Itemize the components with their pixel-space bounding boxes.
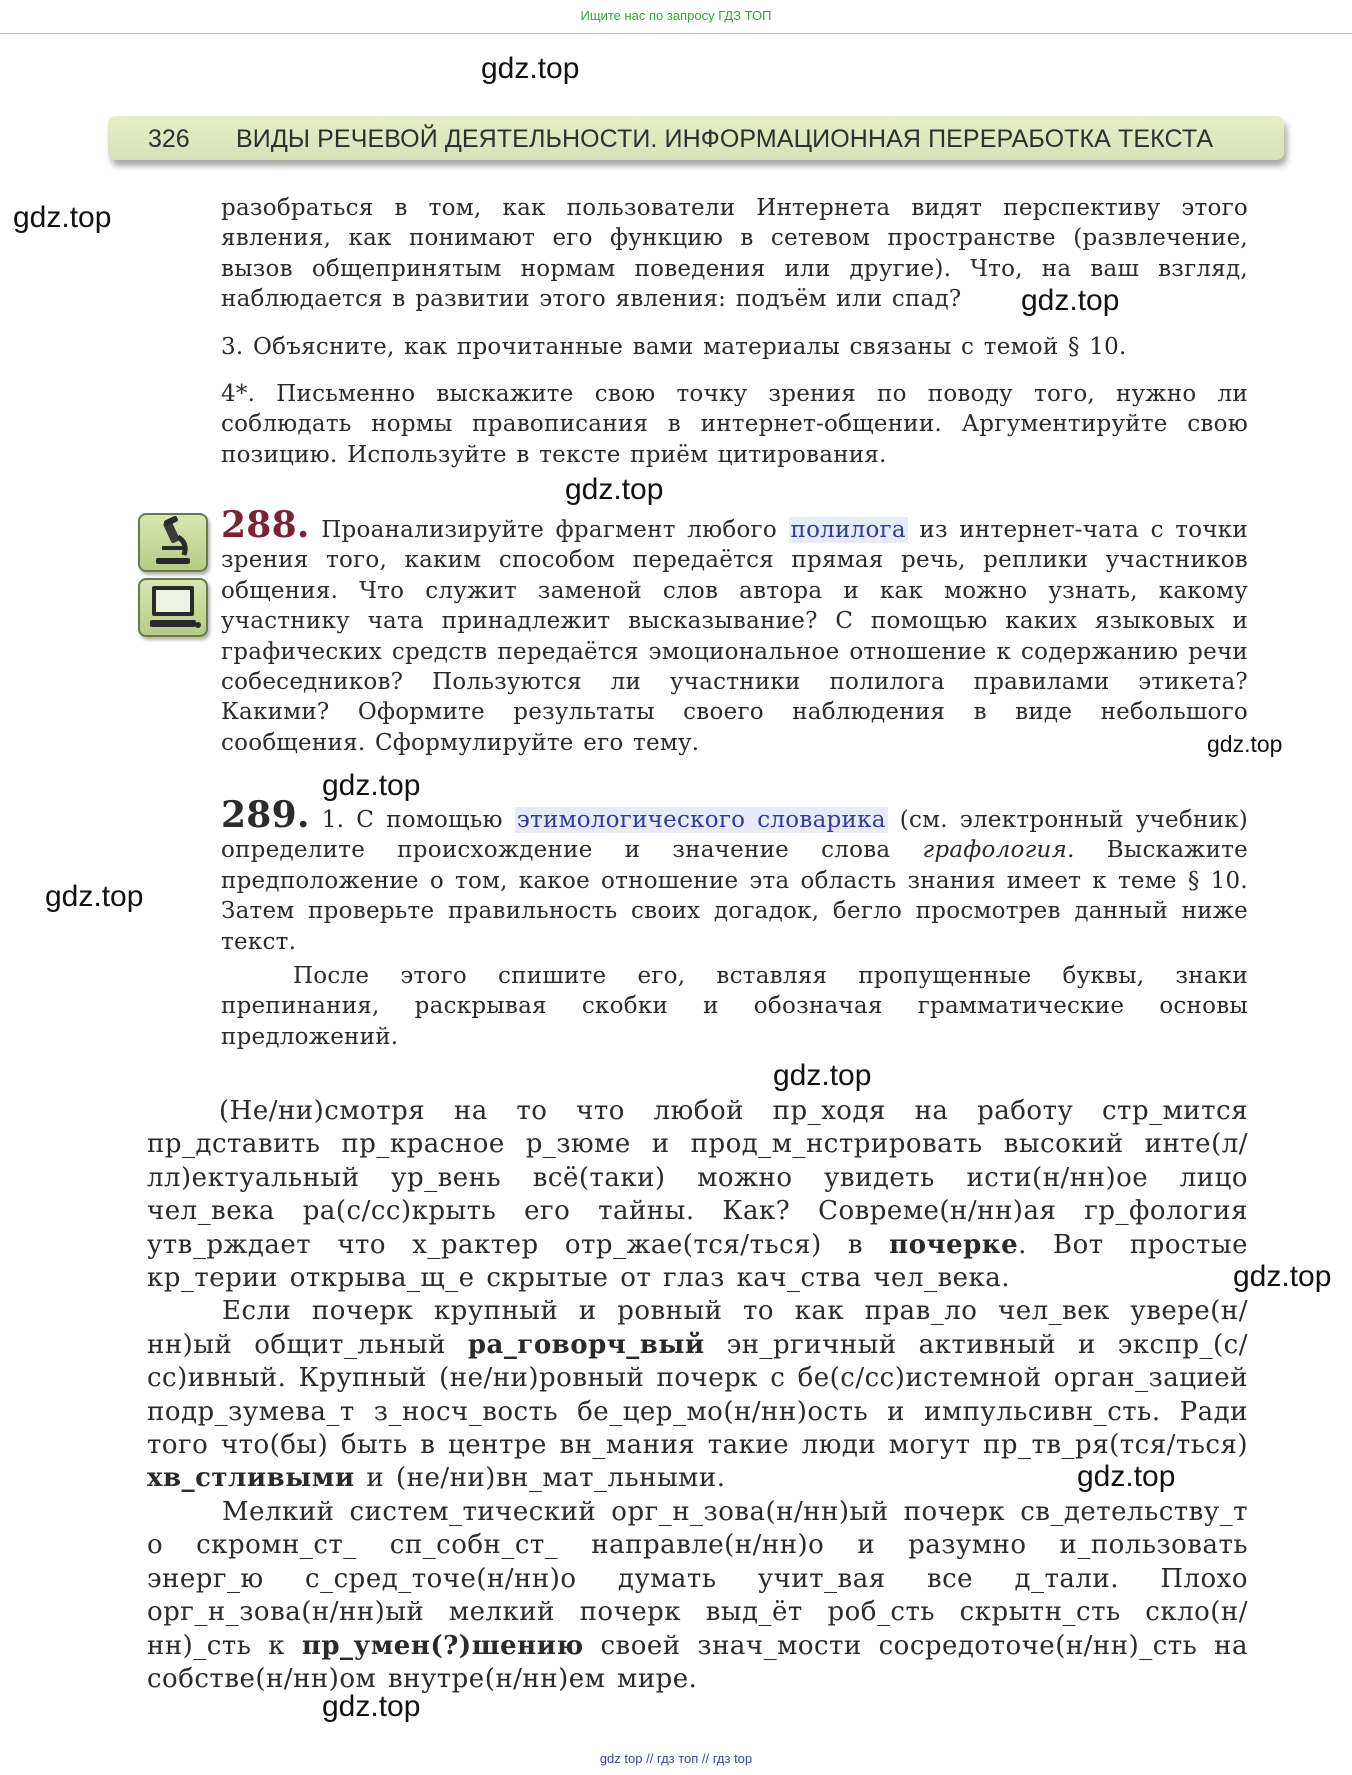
exercise-p2-bold-1: ра_говорч_вый: [467, 1329, 705, 1360]
task-288-number: 288.: [221, 504, 310, 546]
exercise-p1-bold: почерке: [889, 1229, 1019, 1260]
chapter-title: ВИДЫ РЕЧЕВОЙ ДЕЯТЕЛЬНОСТИ. ИНФОРМАЦИОННАЯ ПЕРЕРАБОТКА ТЕКСТА: [236, 125, 1214, 153]
exercise-p2-c: эн_ргичный активный и экспр_(с/сс)ивный. Крупный (не/ни)ровный почерк с бе(с/сс)истемной орган_зацией подр_зумева_т з_носч_вость бе_цер_мо(н/нн)ость и импульсивн_сть. Ради того что(бы) быть в центре вн_мания такие люди могут пр_тв_ря(тся/ться): [147, 1329, 1248, 1461]
exercise-p2-e: и (не/ни)вн_мат_льными.: [366, 1463, 726, 1494]
watermark: gdz.top: [1021, 284, 1120, 317]
task-289-number: 289.: [221, 794, 310, 836]
watermark: gdz.top: [565, 473, 664, 506]
task-289: [221, 794, 1248, 957]
task-289-text-mid: (см. электронный учебник) определите происхождение и значение слова: [221, 807, 1248, 864]
task-288-text-rest: из интернет-чата с точки зрения того, каким способом передаётся прямая речь, реплики участников общения. Что служит заменой слов автора и как можно узнать, какому участнику чата принадлежит высказывание? С помощью каких языковых и графических средств передаётся эмоциональное отношение к содержанию речи собеседников? Пользуются ли участники полилога правилами этикета? Какими? Оформите результаты своего наблюдения в виде небольшого сообщения. Сформулируйте его тему.: [221, 517, 1249, 756]
computer-icon: [138, 578, 208, 637]
task-289-text-rest: . Выскажите предположение о том, какое отношение эта область знания имеет к теме § 10. Затем проверьте правильность своих догадок, бегло просмотрев данный ниже текст.: [221, 837, 1248, 955]
item-3: 3. Объясните, как прочитанные вами материалы связаны с темой § 10.: [221, 334, 1127, 360]
task-289-text-start: 1. С помощью: [321, 807, 503, 833]
exercise-p3-c: своей знач_мости сосредоточе(н/нн)_сть на собстве(н/нн)ом внутре(н/нн)ем мире.: [147, 1630, 1248, 1694]
exercise-text: [147, 1095, 1248, 1696]
exercise-p1-a: (Не/ни)смотря на то что любой пр_ходя на работу стр_мится пр_дставить пр_красное р_зюме и прод_м_нстрировать высокий инте(л/лл)ектуальный ур_вень всё(таки) можно увидеть исти(н/нн)ое лицо чел_века ра(с/сс)крыть его тайны. Как? Совреме(н/нн)ая гр_фология утв_рждает что х_рактер отр_жае(тся/ться) в: [147, 1096, 1248, 1260]
exercise-paragraph-1: [147, 1095, 1248, 1295]
exercise-p3-a: Мелкий систем_тический орг_н_зова(н/нн)ый почерк св_детельству_т о скромн_ст_ сп_собн_ст_ направле(н/нн)о и разумно и_пользовать энерг_ю с_сред_точе(н/нн)о думать учит_вая все д_тали. Плохо орг_н_зова(н/нн)ый мелкий почерк выд_ёт роб_сть скрытн_сть скло(н/нн)_сть к: [147, 1496, 1248, 1661]
watermark: gdz.top: [481, 52, 580, 85]
exercise-p3-bold: пр_умен(?)шению: [301, 1630, 584, 1661]
page-header: [108, 116, 1284, 160]
graphology-term: графология: [922, 837, 1068, 864]
page-number: 326: [148, 125, 190, 153]
top-banner: [0, 0, 1352, 34]
task-288: [221, 504, 1249, 758]
footer-links[interactable]: gdz top // гдз топ // гдз top: [599, 1751, 753, 1766]
exercise-p1-c: . Вот простые кр_терии открыва_щ_е скрытые от глаз кач_ства чел_века.: [147, 1229, 1248, 1294]
watermark: gdz.top: [1233, 1260, 1332, 1293]
microscope-icon: [138, 513, 208, 572]
watermark: gdz.top: [1207, 731, 1283, 757]
search-banner-link[interactable]: Ищите нас по запросу ГДЗ ТОП: [580, 8, 772, 23]
watermark: gdz.top: [13, 201, 112, 234]
watermark: gdz.top: [45, 880, 144, 913]
exercise-p2-a: Если почерк крупный и ровный то как прав_ло чел_век увере(н/нн)ый общит_льный: [147, 1296, 1248, 1360]
watermark: gdz.top: [773, 1059, 872, 1092]
polylog-link[interactable]: полилога: [790, 517, 906, 543]
etymology-dictionary-link[interactable]: этимологического словарика: [516, 807, 886, 833]
watermark: gdz.top: [322, 1690, 421, 1723]
exercise-p2-bold-2: хв_стливыми: [147, 1463, 355, 1494]
exercise-paragraph-3: [147, 1496, 1248, 1696]
watermark: gdz.top: [1077, 1460, 1176, 1493]
watermark: gdz.top: [322, 769, 421, 802]
task-289-instruction: После этого спишите его, вставляя пропущенные буквы, знаки препинания, раскрывая скобки и обозначая грамматические основы предложений.: [221, 963, 1248, 1050]
continued-paragraph: разобраться в том, как пользователи Интернета видят перспективу этого явления, как понимают его функцию в сетевом пространстве (развлечение, вызов общепринятым нормам поведения или другие). Что, на ваш взгляд, наблюдается в развитии этого явления: подъём или спад?: [221, 195, 1248, 313]
task-288-text-start: Проанализируйте фрагмент любого: [321, 517, 777, 543]
item-4: 4*. Письменно выскажите свою точку зрения по поводу того, нужно ли соблюдать нормы правописания в интернет-общении. Аргументируйте свою позицию. Используйте в тексте приём цитирования.: [221, 381, 1248, 468]
